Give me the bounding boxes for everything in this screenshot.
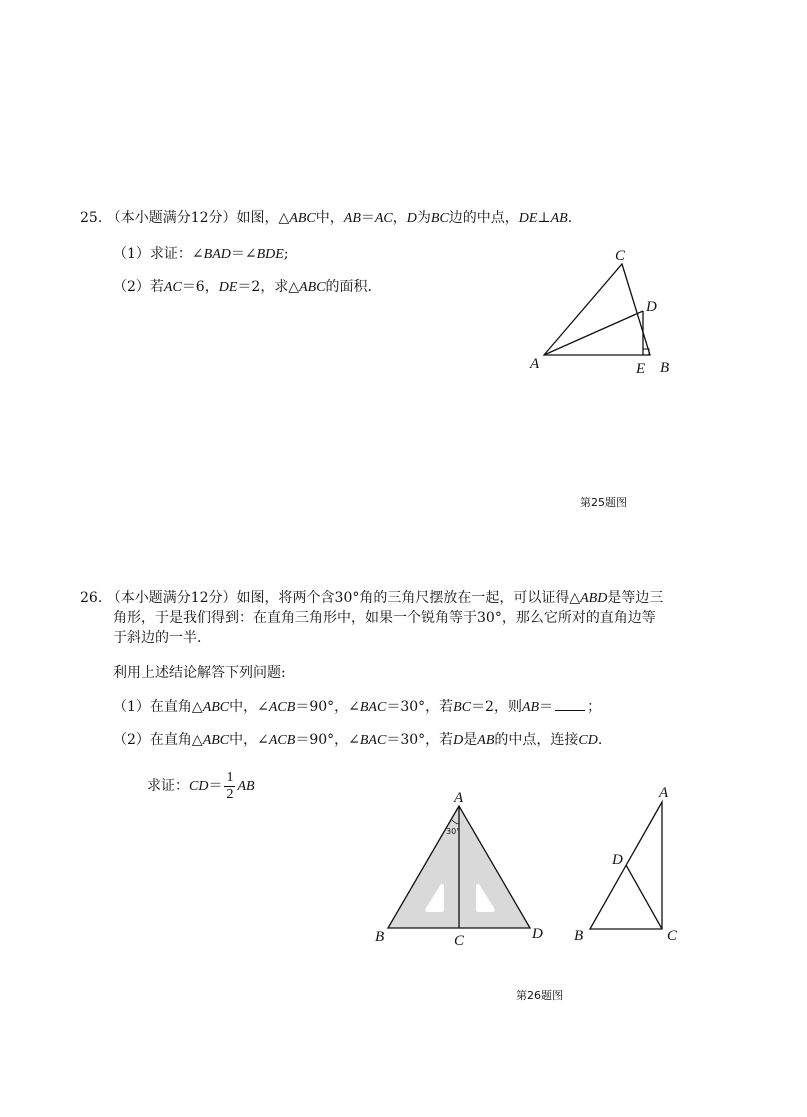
q26-text: ＝90°，∠ xyxy=(295,699,360,715)
fraction-one-half xyxy=(224,770,235,803)
q26-right-label-a: A xyxy=(659,785,669,801)
q25-label-c: C xyxy=(615,248,626,264)
q26-left-label-b: B xyxy=(375,929,385,945)
q25-text: ＝ xyxy=(360,210,375,226)
q26-left-label-c: C xyxy=(454,933,465,949)
q25-caption: 第25题图 xyxy=(580,496,627,509)
q25-number: 25. xyxy=(80,210,103,226)
q26-right-label-b: B xyxy=(574,928,584,944)
q25-bad: BAD xyxy=(203,247,231,262)
q25-label-d: D xyxy=(646,299,657,315)
q25-text: ＝2，求△ xyxy=(237,279,300,295)
q25-ac: AC xyxy=(163,280,182,295)
q25-abc: ABC xyxy=(289,211,316,226)
q25-text: ＝∠ xyxy=(230,246,257,262)
q26-part2 xyxy=(113,730,602,751)
q25-de: DE xyxy=(218,280,238,295)
q26-abc: ABC xyxy=(202,733,230,748)
q26-text: 于斜边的一半. xyxy=(113,630,202,646)
q25-label-b: B xyxy=(660,360,670,376)
q25-header xyxy=(80,208,572,229)
q25-bde: BDE xyxy=(256,247,284,262)
q26-left-figure xyxy=(368,786,553,956)
q25-d: D xyxy=(406,211,417,226)
q25-ab: AB xyxy=(343,211,361,226)
q26-text: ； xyxy=(587,699,602,715)
q26-text: ＝ xyxy=(539,699,554,715)
q26-line2 xyxy=(113,608,656,628)
q26-line1 xyxy=(80,588,663,609)
q26-intro xyxy=(113,663,286,683)
q26-text: （本小题满分12分）如图，将两个含30°角的三角尺摆放在一起，可以证得△ xyxy=(106,590,581,606)
q26-cd: CD xyxy=(578,733,598,748)
q26-text: （2）在直角△ xyxy=(113,732,203,748)
q25-text: 的面积. xyxy=(325,279,372,295)
q26-proof xyxy=(147,768,255,805)
q26-part1 xyxy=(113,697,601,718)
q26-bc: BC xyxy=(453,700,472,715)
q26-bac: BAC xyxy=(359,733,387,748)
q26-text: 是等边三 xyxy=(607,590,664,606)
q25-text: ; xyxy=(283,246,289,262)
q26-text: ＝2，则 xyxy=(471,699,522,715)
q25-text: 边的中点， xyxy=(448,210,519,226)
q26-acb: ACB xyxy=(268,733,296,748)
q25-label-a: A xyxy=(530,356,540,372)
q25-label-e: E xyxy=(636,361,646,377)
q26-abd: ABD xyxy=(580,591,608,606)
q26-median-cd xyxy=(626,865,662,929)
q25-triangle-abc xyxy=(544,264,650,355)
q26-text: 中，∠ xyxy=(229,699,269,715)
q26-text: （1）在直角△ xyxy=(113,699,203,715)
q25-text: 中， xyxy=(315,210,344,226)
q26-text: 利用上述结论解答下列问题: xyxy=(113,665,286,681)
q26-cd: CD xyxy=(189,779,209,794)
q25-ac: AC xyxy=(374,211,393,226)
q26-text: 求证： xyxy=(147,778,189,794)
q26-text: ＝30°，若 xyxy=(386,732,454,748)
q26-d: D xyxy=(453,733,464,748)
q26-ab: AB xyxy=(477,733,495,748)
q25-text: ⊥ xyxy=(537,210,551,226)
answer-blank[interactable] xyxy=(555,698,585,711)
q25-text: （2）若 xyxy=(113,279,164,295)
q26-right-label-d: D xyxy=(612,852,623,868)
q26-bac: BAC xyxy=(359,700,387,715)
q25-part1 xyxy=(113,244,289,265)
q26-caption: 第26题图 xyxy=(516,989,563,1002)
q26-text: 角形，于是我们得到：在直角三角形中，如果一个锐角等于30°，那么它所对的直角边等 xyxy=(113,610,656,626)
q25-text: 为 xyxy=(416,210,431,226)
q25-abc: ABC xyxy=(299,280,326,295)
q25-bc: BC xyxy=(430,211,449,226)
q26-number: 26. xyxy=(80,590,103,606)
q26-left-label-a: A xyxy=(454,790,464,806)
q26-text: . xyxy=(597,732,603,748)
q26-text: 的中点，连接 xyxy=(494,732,579,748)
q26-text: 中，∠ xyxy=(229,732,269,748)
q26-ab: AB xyxy=(521,700,540,715)
q26-text: ＝ xyxy=(208,778,223,794)
q26-text: ＝90°，∠ xyxy=(295,732,360,748)
q26-line3 xyxy=(113,628,201,648)
q26-right-figure xyxy=(565,782,685,952)
q25-text: （本小题满分12分）如图，△ xyxy=(106,210,290,226)
q25-ab: AB xyxy=(550,211,568,226)
q25-segment-ad xyxy=(544,311,643,355)
angle-label-30: 30° xyxy=(446,827,461,836)
q26-right-label-c: C xyxy=(667,928,678,944)
q25-text: ＝6， xyxy=(181,279,219,295)
q25-text: ， xyxy=(392,210,407,226)
q26-text: 是 xyxy=(463,732,478,748)
q25-text: . xyxy=(567,210,573,226)
q26-acb: ACB xyxy=(268,700,296,715)
q25-part2 xyxy=(113,277,372,298)
q26-left-label-d: D xyxy=(532,926,543,942)
q25-figure xyxy=(520,240,690,385)
q26-abc: ABC xyxy=(202,700,230,715)
q25-text: （1）求证：∠ xyxy=(113,246,204,262)
fraction-numerator: 1 xyxy=(226,769,234,785)
q26-ab: AB xyxy=(237,779,255,794)
q26-text: ＝30°，若 xyxy=(386,699,454,715)
q25-de: DE xyxy=(518,211,538,226)
fraction-denominator: 2 xyxy=(226,786,234,802)
